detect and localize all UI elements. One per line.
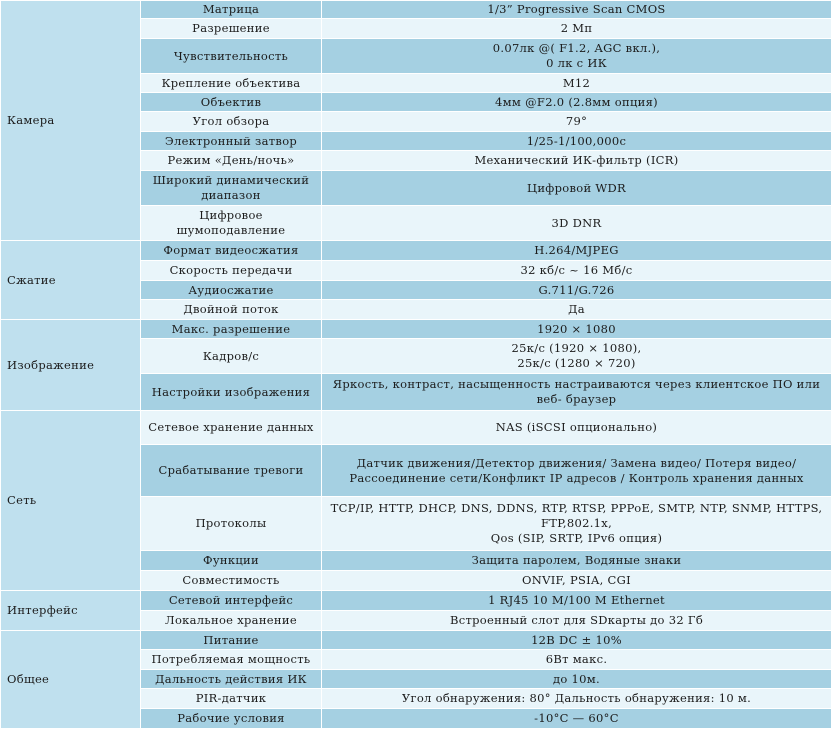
param-name: Двойной поток <box>141 300 322 320</box>
param-name: Скорость передачи <box>141 261 322 281</box>
spec-row <box>1 241 831 261</box>
param-name: PIR-датчик <box>141 689 322 709</box>
spec-row <box>1 411 831 445</box>
param-value: H.264/MJPEG <box>322 241 831 261</box>
param-value: 32 кб/с ~ 16 Мб/с <box>322 261 831 281</box>
param-value: 1920 × 1080 <box>322 320 831 339</box>
param-name: Электронный затвор <box>141 132 322 151</box>
spec-row <box>1 591 831 611</box>
param-name: Рабочие условия <box>141 709 322 729</box>
param-value: Цифровой WDR <box>322 171 831 206</box>
param-name: Срабатывание тревоги <box>141 445 322 497</box>
param-value: 3D DNR <box>322 206 831 241</box>
param-value: G.711/G.726 <box>322 281 831 300</box>
param-value: TCP/IP, HTTP, DHCP, DNS, DDNS, RTP, RTSP, PPPoE, SMTP, NTP, SNMP, HTTPS, FTP,802.1x, Qos (SIP, SRTP, IPv6 опция) <box>322 497 831 551</box>
param-name: Режим «День/ночь» <box>141 151 322 171</box>
param-value: 25к/с (1920 × 1080), 25к/с (1280 × 720) <box>322 339 831 374</box>
param-name: Питание <box>141 631 322 650</box>
param-name: Потребляемая мощность <box>141 650 322 670</box>
param-value: до 10м. <box>322 670 831 689</box>
spec-row <box>1 1 831 19</box>
param-value: ONVIF, PSIA, CGI <box>322 571 831 591</box>
param-value: Защита паролем, Водяные знаки <box>322 551 831 571</box>
param-name: Дальность действия ИК <box>141 670 322 689</box>
group-label: Общее <box>1 631 141 729</box>
param-value: Встроенный слот для SDкарты до 32 Гб <box>322 611 831 631</box>
param-value: 0.07лк @( F1.2, AGC вкл.), 0 лк с ИК <box>322 39 831 74</box>
param-value: Механический ИК-фильтр (ICR) <box>322 151 831 171</box>
group-label: Камера <box>1 1 141 241</box>
param-value: 12В DC ± 10% <box>322 631 831 650</box>
param-value: 1/25-1/100,000с <box>322 132 831 151</box>
param-value: Яркость, контраст, насыщенность настраиваются через клиентское ПО или веб- браузер <box>322 374 831 411</box>
param-value: Угол обнаружения: 80° Дальность обнаружения: 10 м. <box>322 689 831 709</box>
param-value: NAS (iSCSI опционально) <box>322 411 831 445</box>
param-name: Совместимость <box>141 571 322 591</box>
param-name: Крепление объектива <box>141 74 322 93</box>
spec-row <box>1 631 831 650</box>
param-value: 2 Мп <box>322 19 831 39</box>
param-value: 4мм @F2.0 (2.8мм опция) <box>322 93 831 112</box>
group-label: Сеть <box>1 411 141 591</box>
param-name: Матрица <box>141 1 322 19</box>
param-name: Аудиосжатие <box>141 281 322 300</box>
param-name: Кадров/с <box>141 339 322 374</box>
param-name: Широкий динамический диапазон <box>141 171 322 206</box>
param-name: Сетевое хранение данных <box>141 411 322 445</box>
param-value: M12 <box>322 74 831 93</box>
param-name: Локальное хранение <box>141 611 322 631</box>
param-name: Чувствительность <box>141 39 322 74</box>
param-name: Функции <box>141 551 322 571</box>
param-value: Датчик движения/Детектор движения/ Замена видео/ Потеря видео/ Рассоединение сети/Конфликт IP адресов / Контроль хранения данных <box>322 445 831 497</box>
param-name: Угол обзора <box>141 112 322 132</box>
param-value: 79° <box>322 112 831 132</box>
param-value: -10°C — 60°C <box>322 709 831 729</box>
group-label: Изображение <box>1 320 141 411</box>
param-name: Разрешение <box>141 19 322 39</box>
param-name: Макс. разрешение <box>141 320 322 339</box>
param-value: 1/3” Progressive Scan CMOS <box>322 1 831 19</box>
param-value: 6Вт макс. <box>322 650 831 670</box>
param-name: Объектив <box>141 93 322 112</box>
param-name: Протоколы <box>141 497 322 551</box>
param-value: Да <box>322 300 831 320</box>
spec-row <box>1 320 831 339</box>
param-name: Настройки изображения <box>141 374 322 411</box>
param-name: Цифровое шумоподавление <box>141 206 322 241</box>
param-value: 1 RJ45 10 M/100 M Ethernet <box>322 591 831 611</box>
param-name: Сетевой интерфейс <box>141 591 322 611</box>
group-label: Интерфейс <box>1 591 141 631</box>
param-name: Формат видеосжатия <box>141 241 322 261</box>
specs-table-body <box>1 1 831 729</box>
group-label: Сжатие <box>1 241 141 320</box>
